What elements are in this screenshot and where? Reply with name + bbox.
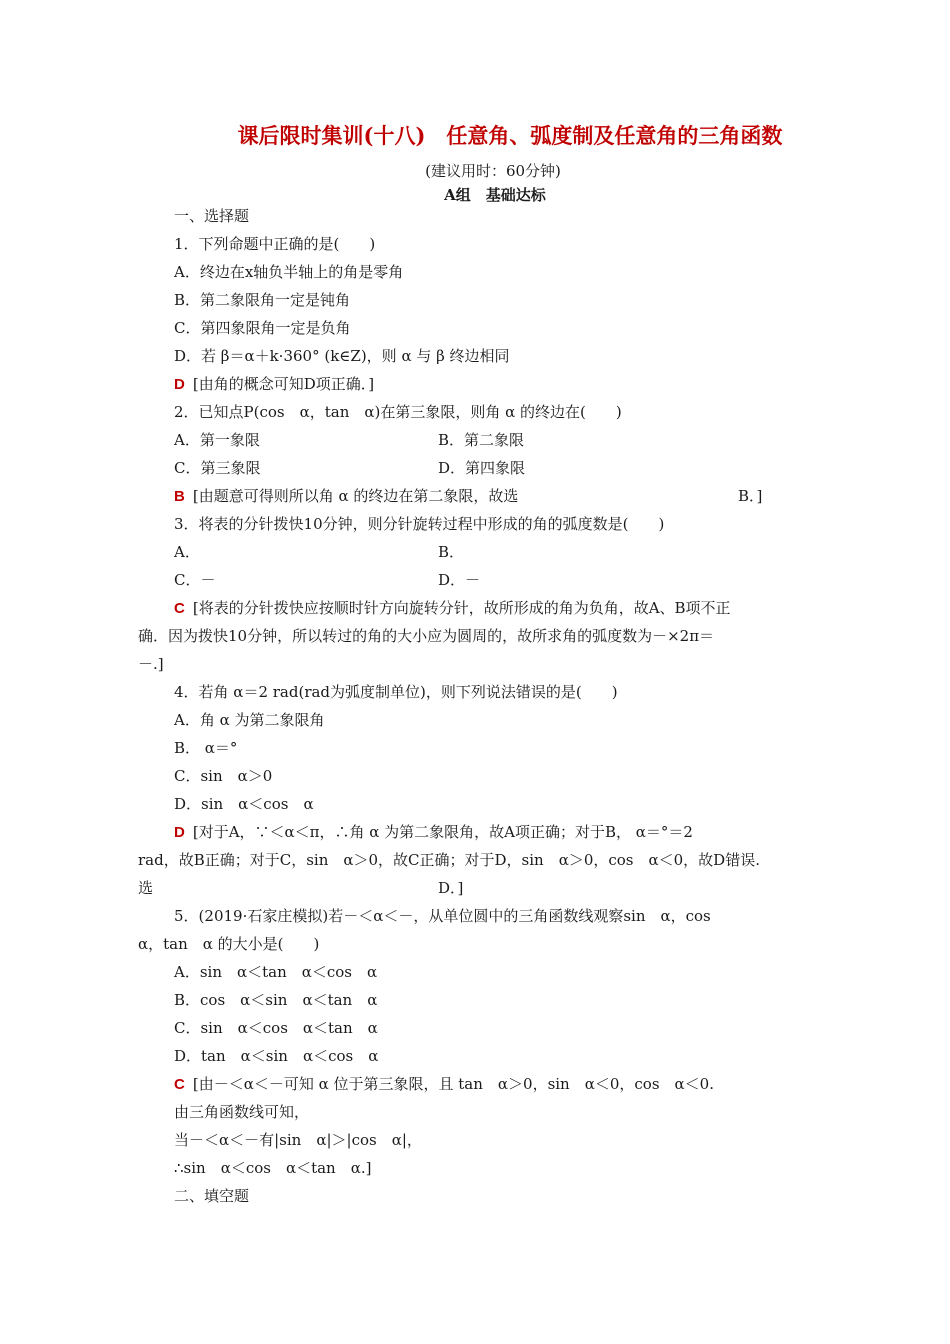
- q5-answer-line: [174, 1074, 714, 1095]
- section-heading-choice: 一、选择题: [174, 207, 250, 225]
- q4-answer-line: [174, 822, 693, 843]
- q2-stem: 2．已知点P(cos α，tan α)在第三象限，则角 α 的终边在( ): [174, 403, 622, 421]
- q2-option-d: D．第四象限: [438, 459, 526, 477]
- q5-option-c: C．sin α＜cos α＜tan α: [174, 1019, 378, 1037]
- q2-option-a: A．第一象限: [174, 431, 260, 449]
- q1-option-c: C．第四象限角一定是负角: [174, 319, 351, 337]
- q1-stem: 1．下列命题中正确的是( ): [174, 235, 376, 253]
- q5-explanation-2: 由三角函数线可知，: [174, 1103, 310, 1121]
- q5-stem-2: α，tan α 的大小是( ): [138, 935, 320, 953]
- q1-option-d: D．若 β＝α＋k·360° (k∈Z)，则 α 与 β 终边相同: [174, 347, 510, 365]
- q5-stem-1: 5．(2019·石家庄模拟)若－＜α＜－，从单位圆中的三角函数线观察sin α，cos: [174, 907, 711, 925]
- q3-option-c: C．－: [174, 571, 216, 589]
- page-title: 课后限时集训(十八) 任意角、弧度制及任意角的三角函数: [237, 123, 783, 148]
- q4-explanation-3: 选: [138, 879, 154, 897]
- q2-option-c: C．第三象限: [174, 459, 261, 477]
- q1-answer-letter: D: [174, 376, 185, 393]
- q5-explanation-3: 当－＜α＜－有|sin α|＞|cos α|，: [174, 1131, 422, 1149]
- q4-option-b: B． α＝°: [174, 739, 238, 757]
- q4-option-d: D．sin α＜cos α: [174, 795, 314, 813]
- q3-option-b: B．: [438, 543, 465, 561]
- q2-answer-line: [174, 486, 518, 507]
- q4-explanation-2: rad，故B正确；对于C，sin α＞0，故C正确；对于D，sin α＞0，cos α＜0，故D错误.: [138, 851, 760, 869]
- q5-option-d: D．tan α＜sin α＜cos α: [174, 1047, 379, 1065]
- q5-explanation-4: ∴sin α＜cos α＜tan α.]: [174, 1159, 372, 1177]
- q3-option-a: A．: [174, 543, 200, 561]
- q1-option-b: B．第二象限角一定是钝角: [174, 291, 351, 309]
- q2-option-b: B．第二象限: [438, 431, 525, 449]
- q4-option-a: A．角 α 为第二象限角: [174, 711, 325, 729]
- q3-explanation-3: －.]: [138, 655, 164, 673]
- q5-explanation-1: [由－＜α＜－可知 α 位于第三象限，且 tan α＞0，sin α＜0，cos α＜0.: [192, 1075, 714, 1093]
- q2-explanation: [由题意可得则所以角 α 的终边在第二象限，故选: [192, 487, 519, 505]
- q3-explanation-1: [将表的分针拨快应按顺时针方向旋转分针，故所形成的角为负角，故A、B项不正: [192, 599, 731, 617]
- q3-answer-letter: C: [174, 600, 185, 617]
- q1-answer-line: [174, 374, 374, 395]
- q2-explanation-end: B．]: [738, 487, 763, 505]
- q4-option-c: C．sin α＞0: [174, 767, 273, 785]
- q5-option-a: A．sin α＜tan α＜cos α: [174, 963, 378, 981]
- q4-explanation-1: [对于A，∵＜α＜π，∴角 α 为第二象限角，故A项正确；对于B， α＝°＝2: [192, 823, 693, 841]
- q5-option-b: B．cos α＜sin α＜tan α: [174, 991, 378, 1009]
- suggested-time: (建议用时：60分钟): [425, 162, 561, 180]
- section-heading-fill-in: 二、填空题: [174, 1187, 250, 1205]
- q5-answer-letter: C: [174, 1076, 185, 1093]
- q3-stem: 3．将表的分针拨快10分钟，则分针旋转过程中形成的角的弧度数是( ): [174, 515, 665, 533]
- q4-explanation-end: D．]: [438, 879, 464, 897]
- group-heading: A组 基础达标: [444, 186, 546, 204]
- q4-stem: 4．若角 α＝2 rad(rad为弧度制单位)，则下列说法错误的是( ): [174, 683, 618, 701]
- q3-answer-line: [174, 598, 731, 619]
- q2-answer-letter: B: [174, 488, 185, 505]
- q4-answer-letter: D: [174, 824, 185, 841]
- q3-explanation-2: 确．因为拨快10分钟，所以转过的角的大小应为圆周的，故所求角的弧度数为－×2π＝: [138, 627, 715, 645]
- q1-option-a: A．终边在x轴负半轴上的角是零角: [174, 263, 404, 281]
- q3-option-d: D．－: [438, 571, 481, 589]
- q1-explanation: [由角的概念可知D项正确．]: [192, 375, 375, 393]
